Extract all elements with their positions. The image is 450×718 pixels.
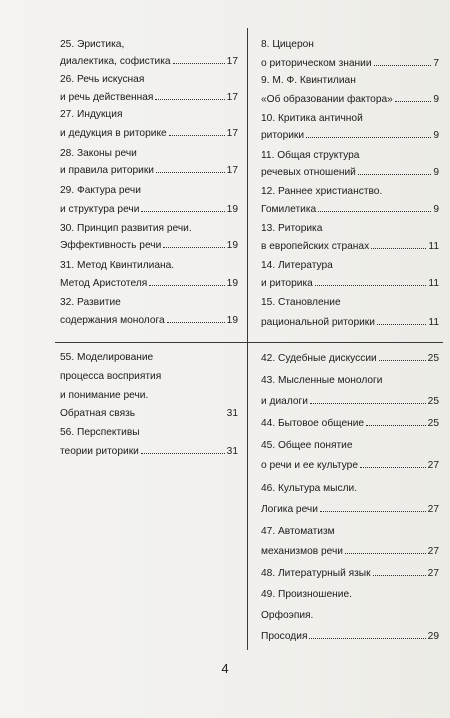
toc-entry-line: и правила риторики 17 bbox=[60, 165, 238, 176]
toc-entry-line: Логика речи 27 bbox=[261, 504, 439, 515]
toc-entry-line: 29. Фактура речи bbox=[60, 185, 141, 196]
toc-entry-line: диалектика, софистика 17 bbox=[60, 56, 238, 67]
toc-entry-line: и речь действенная 17 bbox=[60, 92, 238, 103]
toc-entry-line: 10. Критика античной bbox=[261, 113, 363, 124]
toc-entry-line: 43. Мысленные монологи bbox=[261, 375, 383, 386]
toc-entry-line: 47. Автоматизм bbox=[261, 526, 335, 537]
toc-entry-line: Просодия 29 bbox=[261, 631, 439, 642]
toc-entry-line: Эффективность речи 19 bbox=[60, 240, 238, 251]
toc-entry-line: в европейских странах 11 bbox=[261, 241, 439, 252]
toc-entry-line: риторики 9 bbox=[261, 130, 439, 141]
column-divider bbox=[247, 28, 248, 650]
toc-entry-line: и дедукция в риторике 17 bbox=[60, 128, 238, 139]
toc-entry-line: 42. Судебные дискуссии 25 bbox=[261, 353, 439, 364]
toc-entry-line: и диалоги 25 bbox=[261, 396, 439, 407]
toc-entry-line: Обратная связь 31 bbox=[60, 408, 238, 419]
toc-entry-line: «Об образовании фактора» 9 bbox=[261, 94, 439, 105]
toc-entry-line: 48. Литературный язык 27 bbox=[261, 568, 439, 579]
toc-entry-line: 15. Становление bbox=[261, 297, 341, 308]
toc-entry-line: 56. Перспективы bbox=[60, 427, 140, 438]
toc-entry-line: 46. Культура мысли. bbox=[261, 483, 358, 494]
toc-entry-line: рациональной риторики 11 bbox=[261, 317, 439, 328]
toc-entry-line: 14. Литература bbox=[261, 260, 333, 271]
toc-entry-line: теории риторики 31 bbox=[60, 446, 238, 457]
toc-entry-line: 49. Произношение. bbox=[261, 589, 352, 600]
toc-entry-line: 31. Метод Квинтилиана. bbox=[60, 260, 175, 271]
toc-entry-line: 9. М. Ф. Квинтилиан bbox=[261, 75, 356, 86]
toc-entry-line: и понимание речи. bbox=[60, 390, 149, 401]
toc-entry-line: и структура речи 19 bbox=[60, 204, 238, 215]
toc-entry-line: механизмов речи 27 bbox=[261, 546, 439, 557]
toc-entry-line: Гомилетика 9 bbox=[261, 204, 439, 215]
section-divider-right bbox=[247, 342, 443, 343]
toc-entry-line: 55. Моделирование bbox=[60, 352, 154, 363]
toc-entry-line: о риторическом знании 7 bbox=[261, 58, 439, 69]
toc-entry-line: 44. Бытовое общение 25 bbox=[261, 418, 439, 429]
toc-entry-line: Метод Аристотеля 19 bbox=[60, 278, 238, 289]
toc-entry-line: 30. Принцип развития речи. bbox=[60, 223, 192, 234]
toc-entry-line: и риторика 11 bbox=[261, 278, 439, 289]
toc-entry-line: 28. Законы речи bbox=[60, 148, 137, 159]
toc-entry-line: Орфоэпия. bbox=[261, 610, 314, 621]
toc-entry-line: 27. Индукция bbox=[60, 109, 123, 120]
toc-entry-line: 26. Речь искусная bbox=[60, 74, 145, 85]
toc-entry-line: 11. Общая структура bbox=[261, 150, 360, 161]
toc-entry-line: процесса восприятия bbox=[60, 371, 162, 382]
toc-entry-line: 8. Цицерон bbox=[261, 39, 314, 50]
toc-entry-line: 12. Раннее христианство. bbox=[261, 186, 383, 197]
toc-entry-line: 32. Развитие bbox=[60, 297, 121, 308]
toc-entry-line: о речи и ее культуре 27 bbox=[261, 460, 439, 471]
toc-entry-line: содержания монолога 19 bbox=[60, 315, 238, 326]
section-divider-left bbox=[55, 342, 247, 343]
page-number: 4 bbox=[221, 661, 229, 676]
toc-entry-line: 25. Эристика, bbox=[60, 39, 125, 50]
toc-entry-line: речевых отношений 9 bbox=[261, 167, 439, 178]
toc-entry-line: 45. Общее понятие bbox=[261, 440, 353, 451]
toc-entry-line: 13. Риторика bbox=[261, 223, 323, 234]
